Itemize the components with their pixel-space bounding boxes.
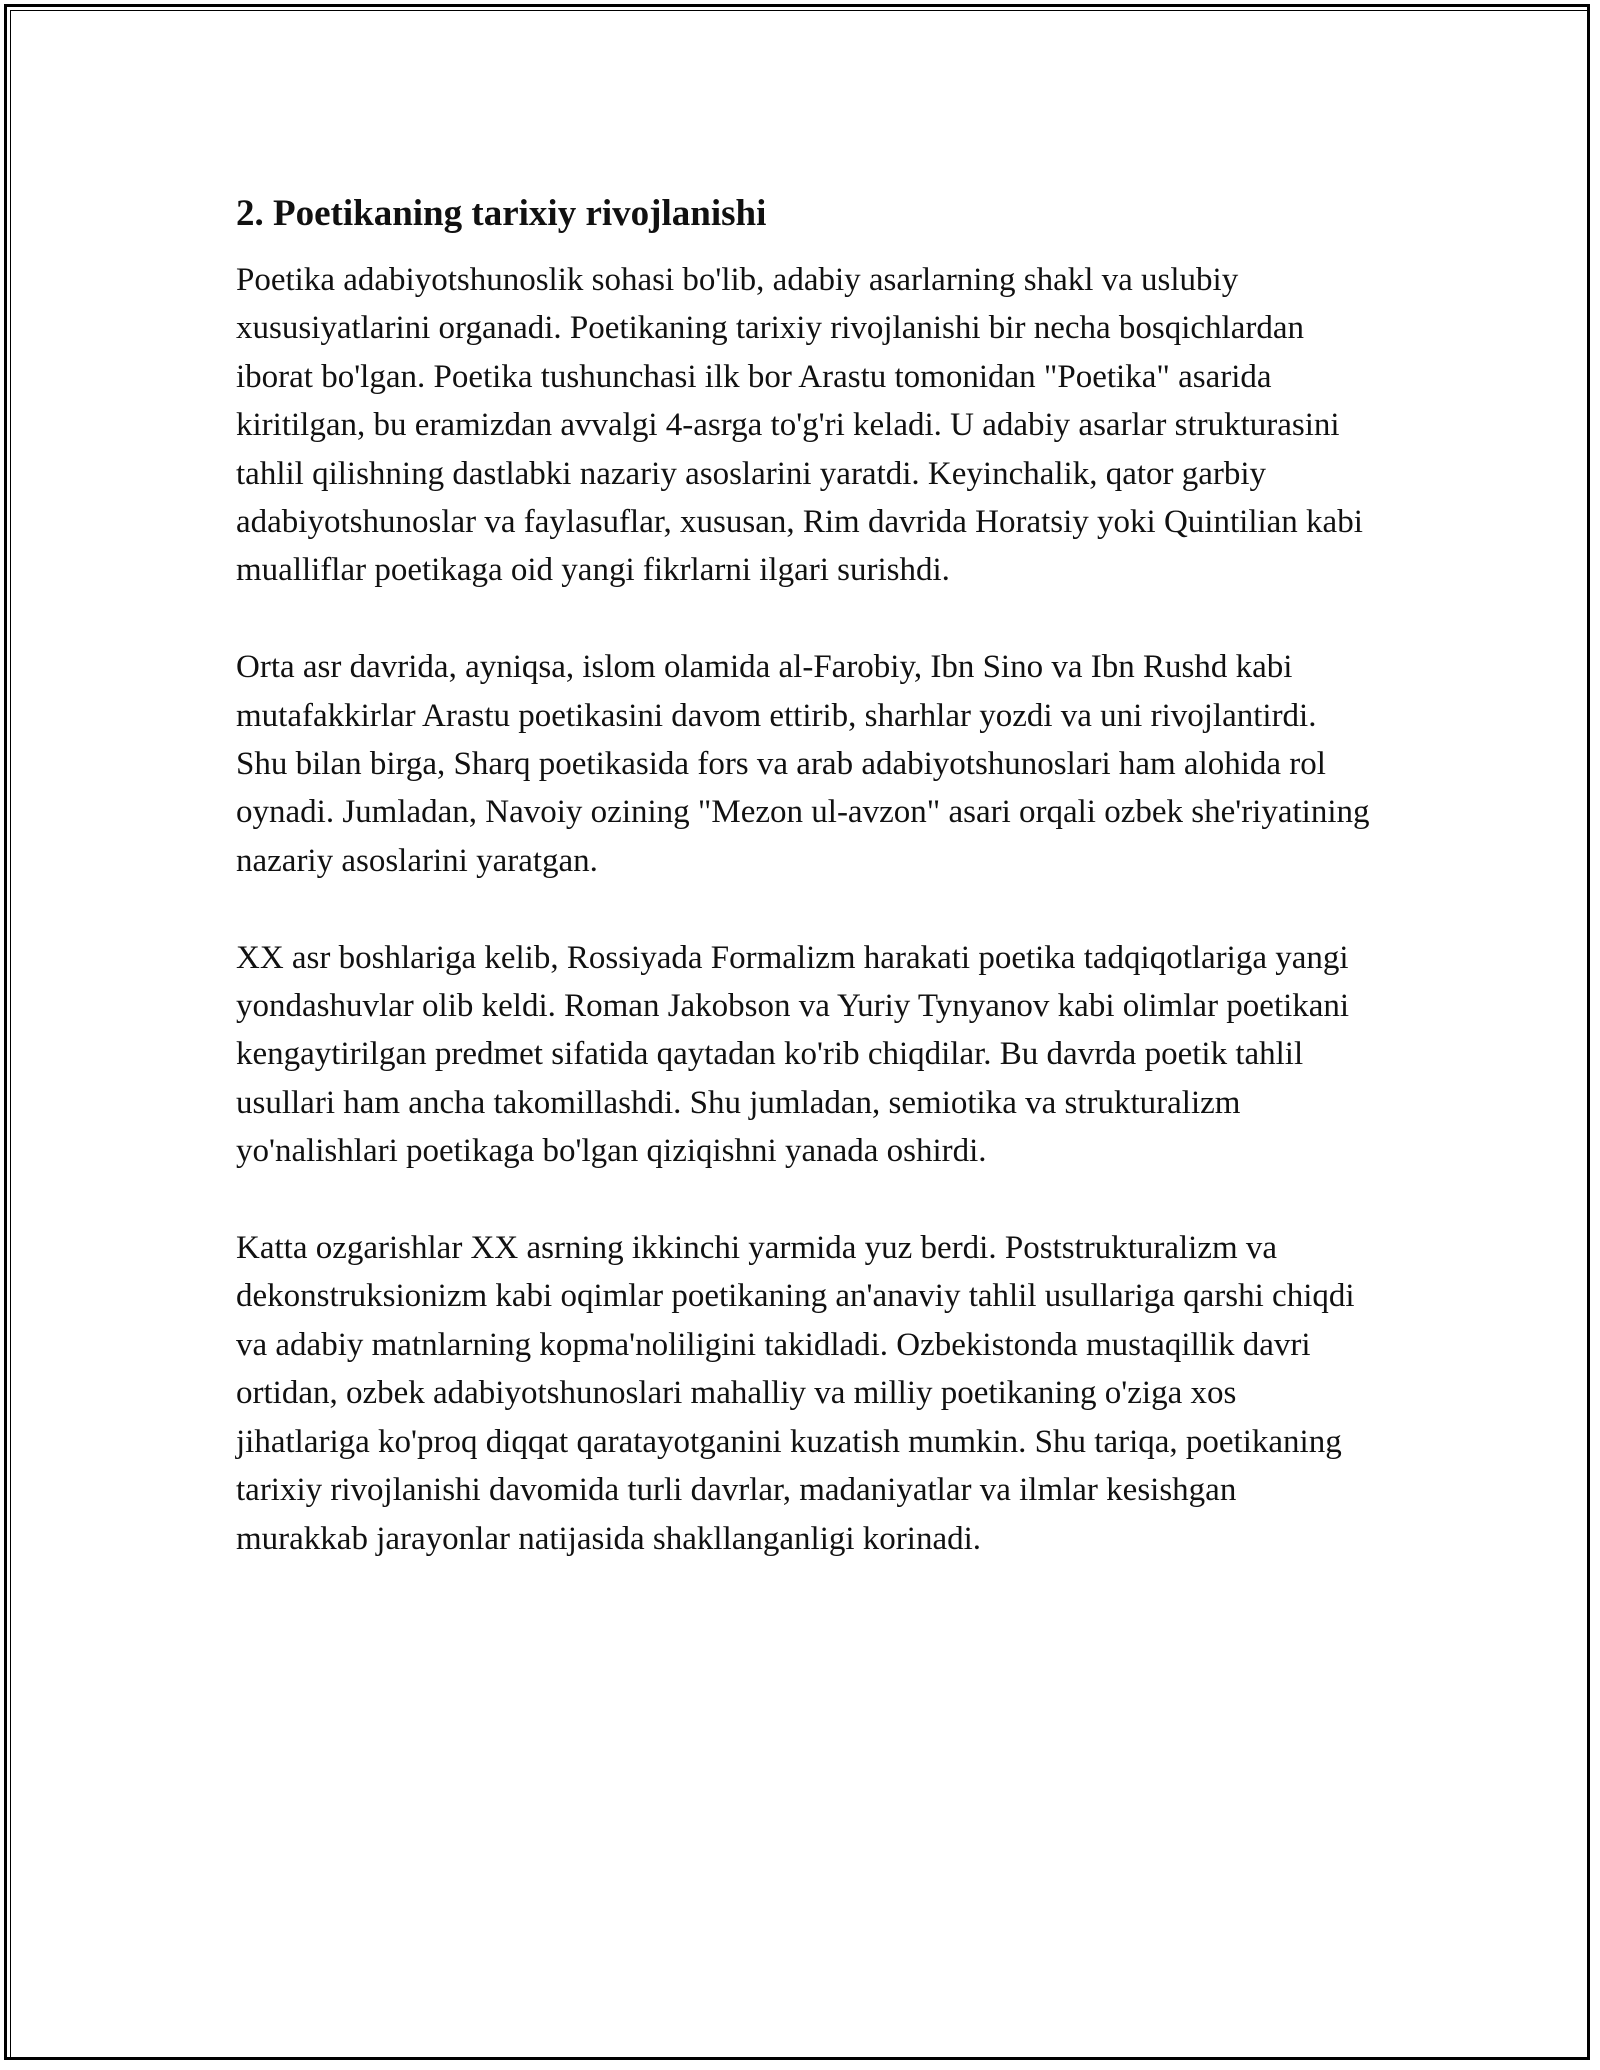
section-heading: 2. Poetikaning tarixiy rivojlanishi	[236, 193, 767, 234]
document-body	[236, 184, 1376, 1563]
paragraph-3: XX asr boshlariga kelib, Rossiyada Formalizm harakati poetika tadqiqotlariga yangi yondashuvlar olib keldi. Roman Jakobson va Yuriy Tynyanov kabi olimlar poetikani kengaytirilgan predmet sifatida qaytadan ko'rib chiqdilar. Bu davrda poetik tahlil usullari ham ancha takomillashdi. Shu jumladan, semiotika va strukturalizm yo'nalishlari poetikaga bo'lgan qiziqishni yanada oshirdi.	[236, 939, 1350, 1170]
paragraph-4: Katta ozgarishlar XX asrning ikkinchi yarmida yuz berdi. Poststrukturalizm va dekonstruksionizm kabi oqimlar poetikaning an'anaviy tahlil usullariga qarshi chiqdi va adabiy matnlarning kopma'noliligini takidladi. Ozbekistonda mustaqillik davri ortidan, ozbek adabiyotshunoslari mahalliy va milliy poetikaning o'ziga xos jihatlariga ko'proq diqqat qaratayotganini kuzatish mumkin. Shu tariqa, poetikaning tarixiy rivojlanishi davomida turli davrlar, madaniyatlar va ilmlar kesishgan murakkab jarayonlar natijasida shakllanganligi korinadi.	[236, 1230, 1355, 1557]
paragraph-2: Orta asr davrida, ayniqsa, islom olamida al-Farobiy, Ibn Sino va Ibn Rushd kabi mutafakkirlar Arastu poetikasini davom ettirib, sharhlar yozdi va uni rivojlantirdi. Shu bilan birga, Sharq poetikasida fors va arab adabiyotshunoslari ham alohida rol oynadi. Jumladan, Navoiy ozining "Mezon ul-avzon" asari orqali ozbek she'riyatining nazariy asoslarini yaratgan.	[236, 649, 1370, 879]
paragraph-1: Poetika adabiyotshunoslik sohasi bo'lib, adabiy asarlarning shakl va uslubiy xususiyatlarini organadi. Poetikaning tarixiy rivojlanishi bir necha bosqichlardan iborat bo'lgan. Poetika tushunchasi ilk bor Arastu tomonidan "Poetika" asarida kiritilgan, bu eramizdan avvalgi 4-asrga to'g'ri keladi. U adabiy asarlar strukturasini tahlil qilishning dastlabki nazariy asoslarini yaratdi. Keyinchalik, qator garbiy adabiyotshunoslar va faylasuflar, xususan, Rim davrida Horatsiy yoki Quintilian kabi mualliflar poetikaga oid yangi fikrlarni ilgari surishdi.	[236, 262, 1363, 589]
